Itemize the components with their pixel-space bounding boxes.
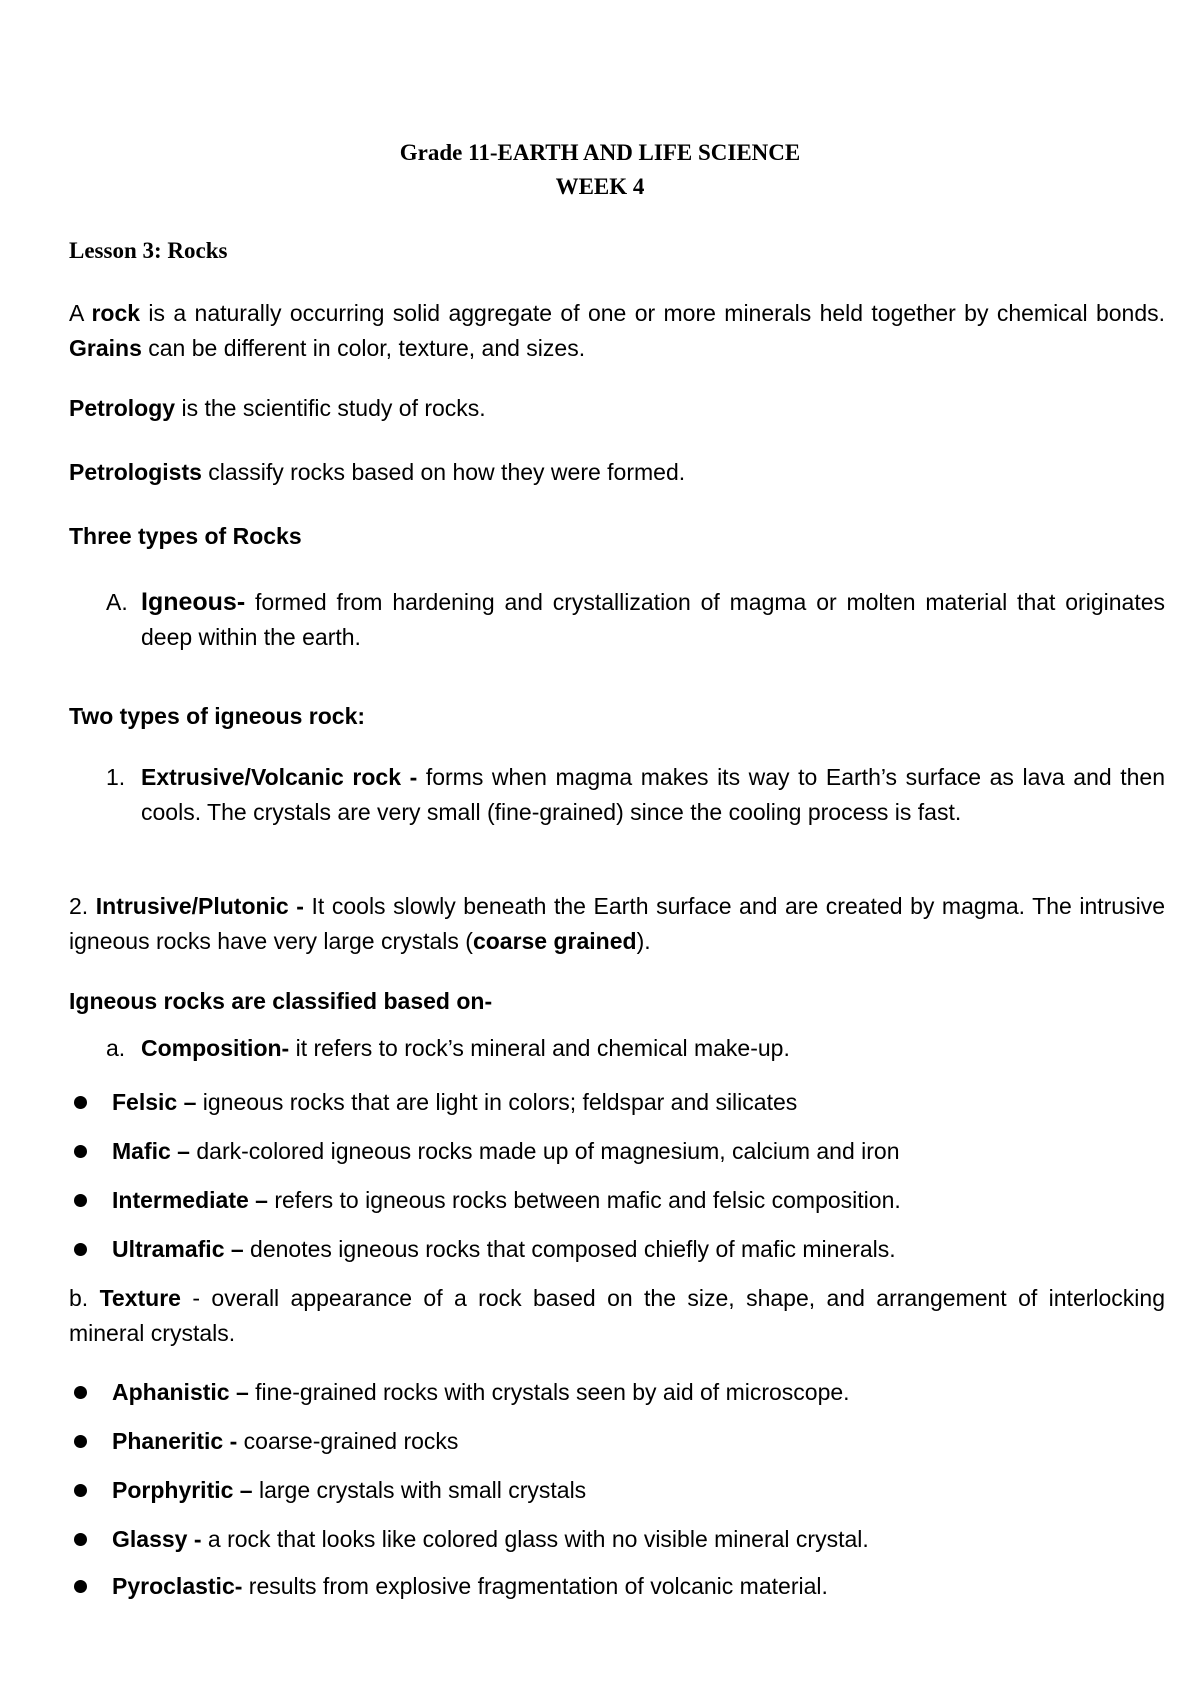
list-marker: a. (106, 1035, 126, 1061)
phaneritic-item: Phaneritic - coarse-grained rocks (112, 1428, 459, 1454)
intrusive-item: 2. Intrusive/Plutonic - It cools slowly beneath the Earth surface and are created by magma. The intrusive igneous rocks have very large crystals (coarse grained). (69, 893, 1165, 954)
list-marker: A. (106, 589, 128, 615)
aphanistic-item: Aphanistic – fine-grained rocks with crystals seen by aid of microscope. (112, 1379, 850, 1405)
two-types-heading: Two types of igneous rock: (69, 703, 366, 729)
list-marker: 1. (106, 764, 126, 790)
glassy-item: Glassy - a rock that looks like colored glass with no visible mineral crystal. (112, 1526, 869, 1552)
composition-item: Composition- it refers to rock’s mineral and chemical make-up. (141, 1035, 790, 1061)
texture-item: b. Texture - overall appearance of a rock based on the size, shape, and arrangement of interlocking mineral crystals. (69, 1285, 1165, 1346)
mafic-item: Mafic – dark-colored igneous rocks made up of magnesium, calcium and iron (112, 1138, 900, 1164)
ultramafic-item: Ultramafic – denotes igneous rocks that composed chiefly of mafic minerals. (112, 1236, 896, 1262)
extrusive-item: Extrusive/Volcanic rock - forms when magma makes its way to Earth’s surface as lava and then cools. The crystals are very small (fine-grained) since the cooling process is fast. (141, 764, 1166, 825)
rock-definition: A rock is a naturally occurring solid aggregate of one or more minerals held together by chemical bonds. Grains can be different in color, texture, and sizes. (69, 300, 1166, 361)
intermediate-item: Intermediate – refers to igneous rocks between mafic and felsic composition. (112, 1187, 901, 1213)
bullet-icon (74, 1194, 87, 1207)
bullet-icon (74, 1533, 87, 1546)
felsic-item: Felsic – igneous rocks that are light in colors; feldspar and silicates (112, 1089, 798, 1115)
bullet-icon (74, 1243, 87, 1256)
lesson-title: Lesson 3: Rocks (69, 238, 228, 263)
bullet-icon (74, 1435, 87, 1448)
bullet-icon (74, 1484, 87, 1497)
porphyritic-item: Porphyritic – large crystals with small crystals (112, 1477, 587, 1503)
bullet-icon (74, 1096, 87, 1109)
pyroclastic-item: Pyroclastic- results from explosive fragmentation of volcanic material. (112, 1573, 828, 1599)
bullet-icon (74, 1580, 87, 1593)
petrology-definition: Petrology is the scientific study of rocks. (69, 395, 486, 421)
week-label: WEEK 4 (555, 174, 645, 199)
three-types-heading: Three types of Rocks (69, 523, 302, 549)
petrologists-definition: Petrologists classify rocks based on how they were formed. (69, 459, 686, 485)
document-title: Grade 11-EARTH AND LIFE SCIENCE (399, 140, 801, 165)
bullet-icon (74, 1145, 87, 1158)
bullet-icon (74, 1386, 87, 1399)
igneous-item: Igneous- formed from hardening and crystallization of magma or molten material that originates deep within the earth. (141, 588, 1165, 650)
classified-heading: Igneous rocks are classified based on- (69, 988, 493, 1014)
